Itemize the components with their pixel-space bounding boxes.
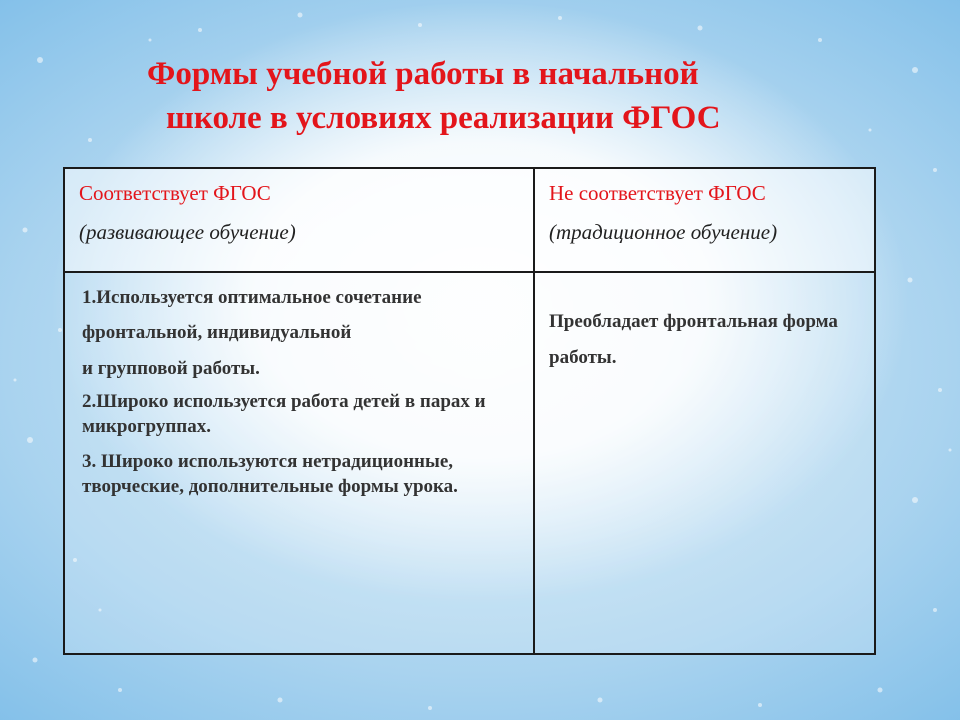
slide-title	[0, 52, 960, 140]
compliant-item-3: 3. Широко используются нетрадиционные, творческие, дополнительные формы урока.	[82, 451, 458, 497]
table-header-row	[64, 168, 875, 272]
body-cell-compliant	[64, 272, 534, 654]
compliant-line-2: фронтальной, индивидуальной	[82, 322, 352, 343]
header-subtitle-traditional: (традиционное обучение)	[549, 220, 778, 244]
header-subtitle-developmental: (развивающее обучение)	[79, 220, 296, 244]
table-body-row	[64, 272, 875, 654]
slide-title-line-1: Формы учебной работы в начальной	[147, 56, 699, 92]
header-title-compliant: Соответствует ФГОС	[79, 181, 271, 205]
compliant-line-3: и групповой работы.	[82, 358, 260, 379]
noncompliant-line-1: Преобладает фронтальная форма	[549, 311, 838, 332]
body-cell-noncompliant	[534, 272, 875, 654]
header-cell-fgos-noncompliant	[534, 168, 875, 272]
slide-title-line-2: школе в условиях реализации ФГОС	[166, 100, 721, 136]
noncompliant-line-2: работы.	[549, 347, 617, 368]
compliant-item-2: 2.Широко используется работа детей в парах и микрогруппах.	[82, 391, 486, 437]
header-title-noncompliant: Не соответствует ФГОС	[549, 181, 766, 205]
comparison-table	[63, 167, 876, 655]
compliant-line-1: 1.Используется оптимальное сочетание	[82, 287, 422, 308]
header-cell-fgos-compliant	[64, 168, 534, 272]
